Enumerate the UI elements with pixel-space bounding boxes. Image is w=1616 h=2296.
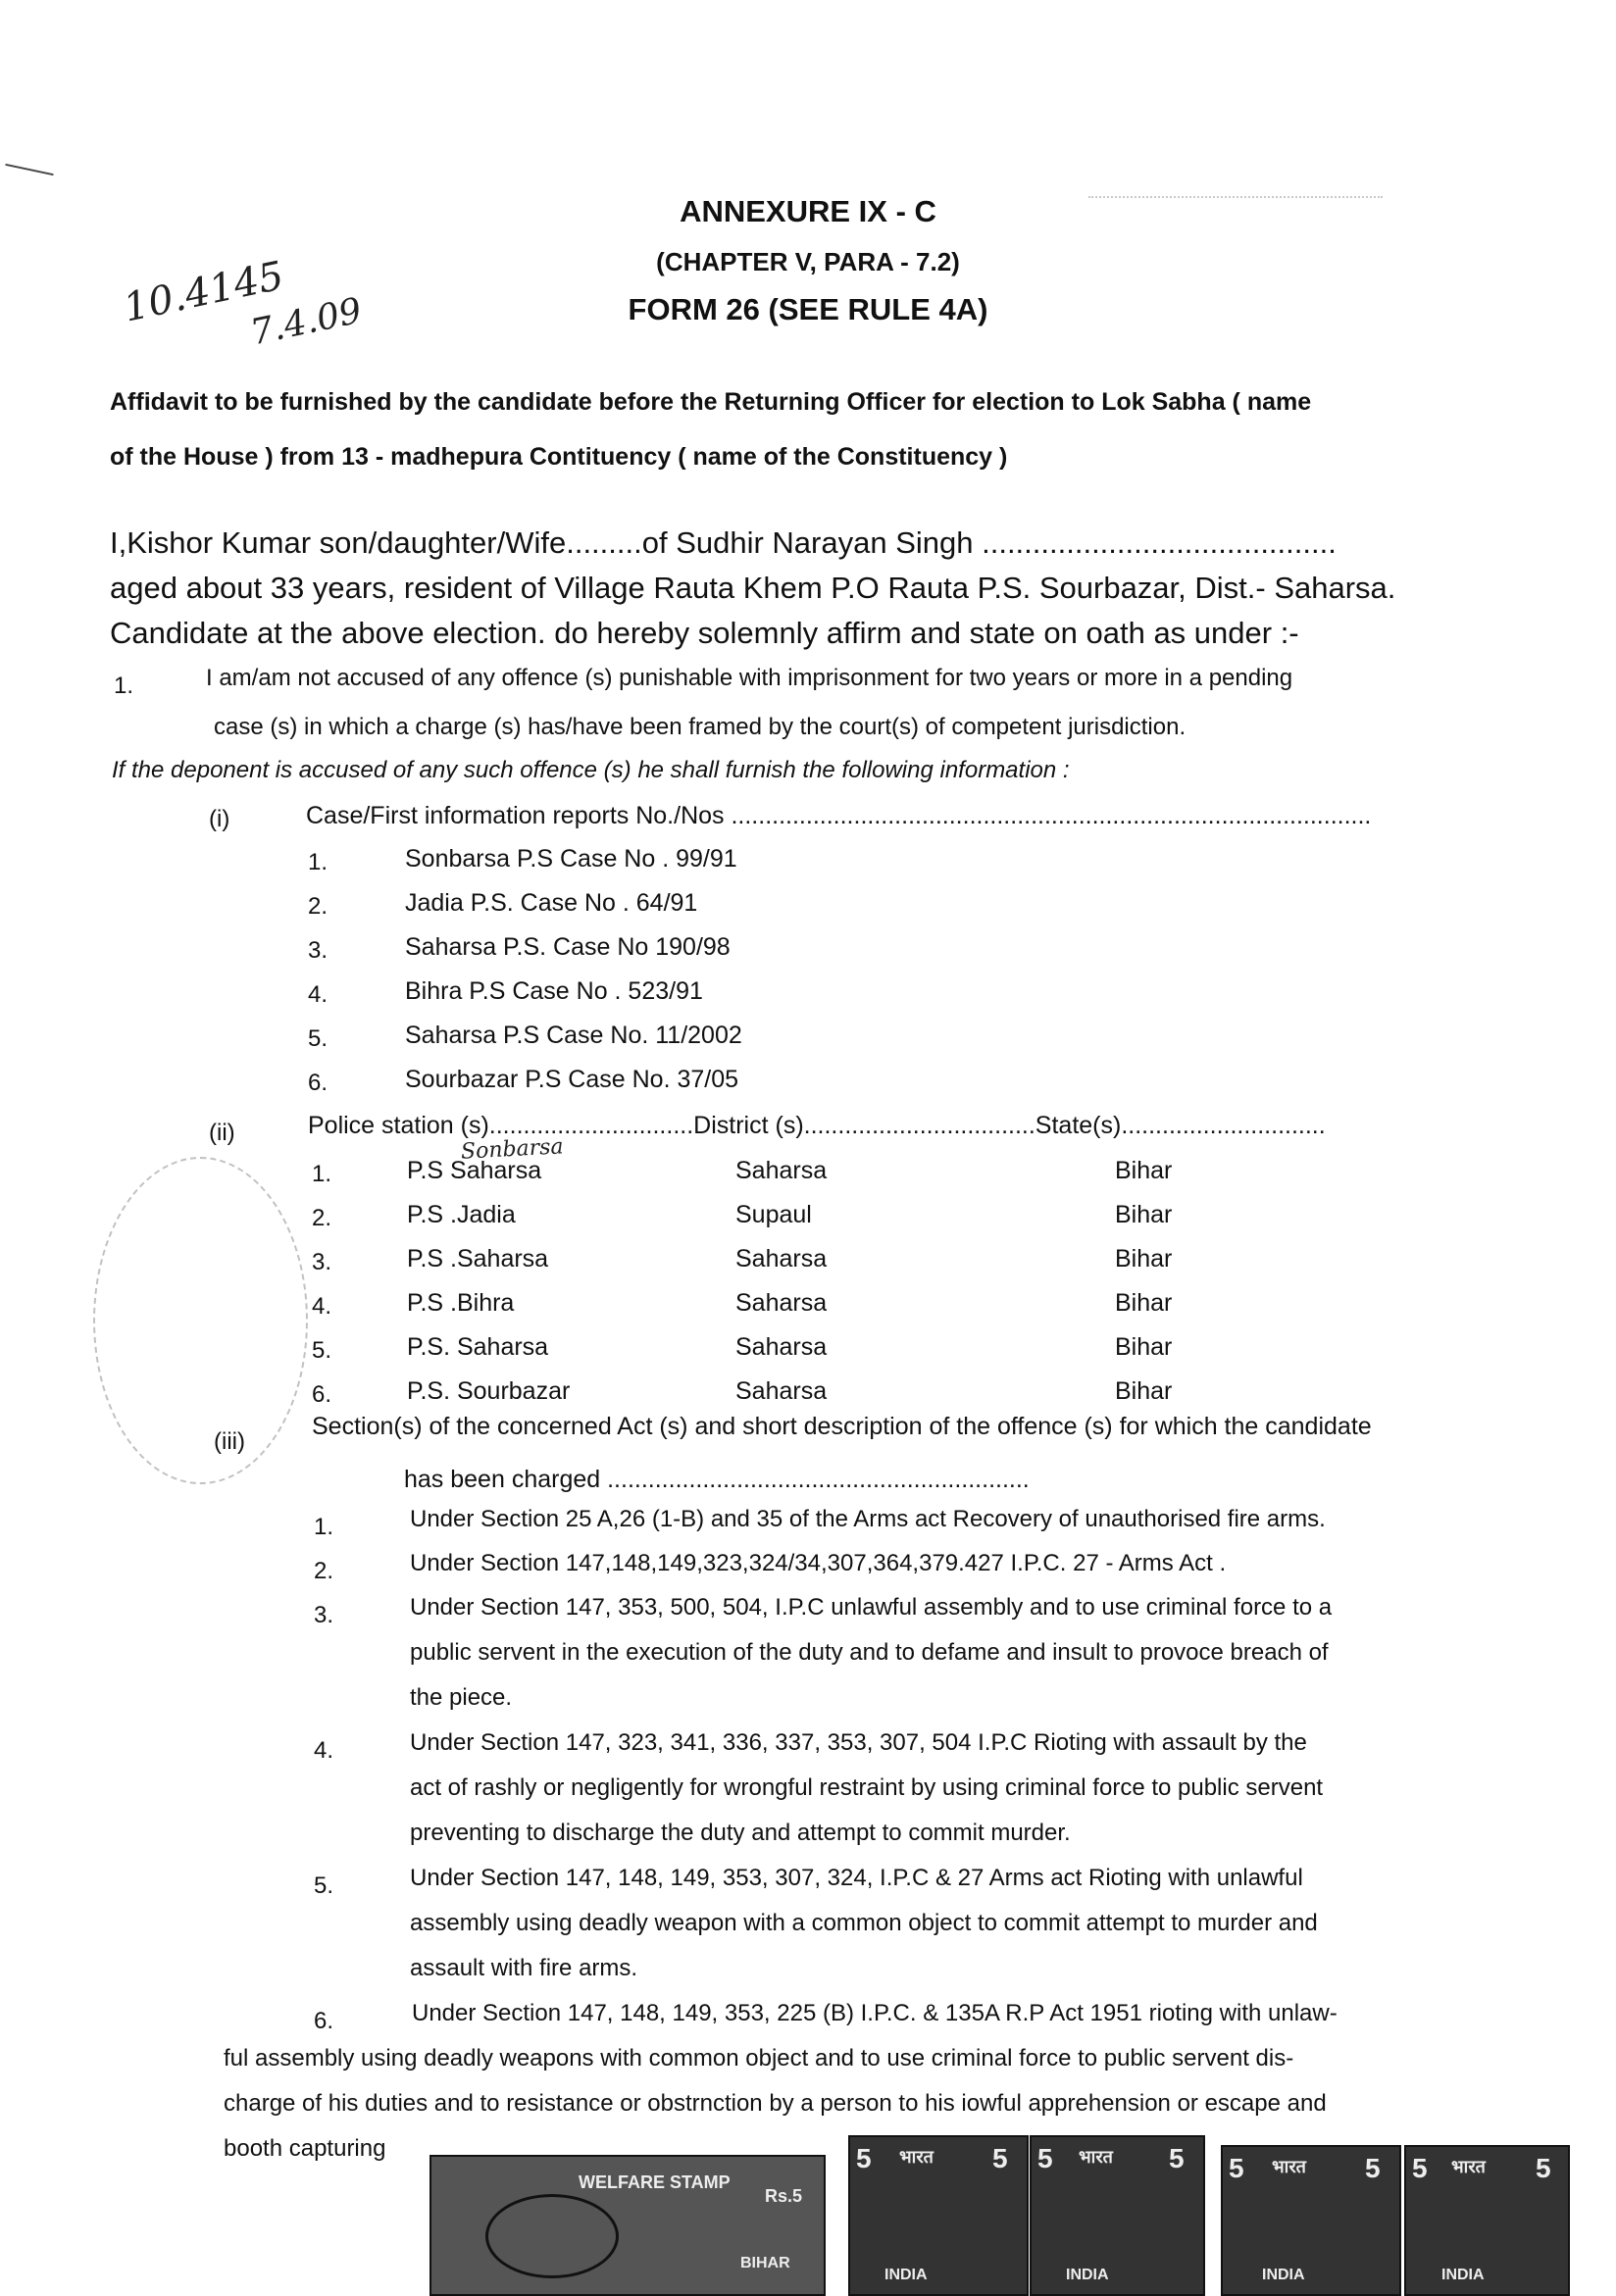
- stamp-value: 5: [992, 2143, 1008, 2173]
- offence-number: 3.: [314, 1602, 334, 1628]
- stamp-country: INDIA: [1262, 2267, 1305, 2283]
- ps-name: P.S. Saharsa: [407, 1333, 549, 1361]
- annexure-title: ANNEXURE IX - C: [680, 194, 936, 228]
- cancellation-oval: [485, 2194, 619, 2278]
- section-iii-heading-line1: Section(s) of the concerned Act (s) and short description of the offence (s) for which the candidate: [312, 1413, 1372, 1440]
- stamp-value: 5: [1365, 2153, 1381, 2183]
- deponent-residence-line: aged about 33 years, resident of Village Rauta Khem P.O Rauta P.S. Sourbazar, Dist.- Saharsa.: [110, 571, 1396, 605]
- stamp-value: 5: [1229, 2153, 1244, 2183]
- section-iii-number: (iii): [214, 1428, 245, 1455]
- ps-district: Saharsa: [735, 1377, 828, 1405]
- case-number: 3.: [308, 937, 328, 964]
- offence-line: act of rashly or negligently for wrongful restraint by using criminal force to public servent: [410, 1774, 1324, 1801]
- ps-row-number: 6.: [312, 1381, 332, 1408]
- ps-state: Bihar: [1115, 1377, 1173, 1405]
- handwritten-reference: 10.4145: [120, 253, 288, 331]
- stamp-value: 5: [1169, 2143, 1185, 2173]
- stamp-country-hindi: भारत: [1451, 2157, 1486, 2177]
- case-number: 5.: [308, 1025, 328, 1052]
- offence-line: Under Section 147,148,149,323,324/34,307,364,379.427 I.P.C. 27 - Arms Act .: [410, 1550, 1227, 1576]
- handwritten-date: 7.4.09: [246, 290, 366, 354]
- ps-state: Bihar: [1115, 1157, 1173, 1184]
- ps-district: Saharsa: [735, 1289, 828, 1317]
- ps-row-number: 4.: [312, 1293, 332, 1320]
- case-number: 6.: [308, 1070, 328, 1096]
- offence-line: Under Section 147, 148, 149, 353, 225 (B) I.P.C. & 135A R.P Act 1951 rioting with unlaw-: [412, 2000, 1338, 2026]
- offence-line: the piece.: [410, 1684, 513, 1711]
- offence-number: 4.: [314, 1737, 334, 1764]
- ps-name: P.S .Jadia: [407, 1201, 516, 1228]
- ps-state: Bihar: [1115, 1201, 1173, 1228]
- offence-line: Under Section 25 A,26 (1-B) and 35 of the Arms act Recovery of unauthorised fire arms.: [410, 1506, 1326, 1532]
- affidavit-intro-line2: of the House ) from 13 - madhepura Contituency ( name of the Constituency ): [110, 443, 1008, 471]
- stamp-country: INDIA: [1441, 2267, 1485, 2283]
- offence-line: booth capturing: [224, 2135, 386, 2162]
- offence-line: ful assembly using deadly weapons with common object and to use criminal force to public servent dis-: [224, 2045, 1294, 2071]
- ps-name: P.S .Bihra: [407, 1289, 515, 1317]
- case-item: Saharsa P.S. Case No 190/98: [405, 933, 731, 961]
- ps-name: P.S. Sourbazar: [407, 1377, 571, 1405]
- ps-row-number: 3.: [312, 1249, 332, 1275]
- handwritten-correction: Sonbarsa: [460, 1134, 565, 1165]
- case-item: Saharsa P.S Case No. 11/2002: [405, 1022, 742, 1049]
- ps-name: P.S .Saharsa: [407, 1245, 549, 1273]
- ps-state: Bihar: [1115, 1245, 1173, 1273]
- ps-row-number: 1.: [312, 1161, 332, 1187]
- stamp-country: INDIA: [884, 2267, 928, 2283]
- revenue-stamp: [848, 2135, 1029, 2296]
- welfare-stamp: [429, 2155, 826, 2296]
- offence-line: Under Section 147, 323, 341, 336, 337, 353, 307, 504 I.P.C Rioting with assault by the: [410, 1729, 1307, 1756]
- section-ii-heading: Police station (s)..............................District (s)..................................State(s)..............................: [308, 1112, 1326, 1139]
- ps-district: Saharsa: [735, 1333, 828, 1361]
- item1-line2: case (s) in which a charge (s) has/have been framed by the court(s) of competent jurisdiction.: [214, 714, 1187, 740]
- stamp-value: 5: [1037, 2143, 1053, 2173]
- deponent-oath-line: Candidate at the above election. do hereby solemnly affirm and state on oath as under :-: [110, 616, 1299, 650]
- deponent-name-line: I,Kishor Kumar son/daughter/Wife.........of Sudhir Narayan Singh ..........................................: [110, 525, 1337, 560]
- revenue-stamp: [1221, 2145, 1401, 2296]
- ps-name: P.S Saharsa: [407, 1157, 542, 1184]
- ps-state: Bihar: [1115, 1289, 1173, 1317]
- stamp-value: 5: [1536, 2153, 1551, 2183]
- section-ii-number: (ii): [209, 1120, 235, 1146]
- chapter-subtitle: (CHAPTER V, PARA - 7.2): [656, 247, 960, 276]
- offence-line: charge of his duties and to resistance or obstrnction by a person to his iowful apprehension or escape and: [224, 2090, 1327, 2117]
- offence-number: 6.: [314, 2008, 334, 2034]
- case-item: Sonbarsa P.S Case No . 99/91: [405, 845, 737, 873]
- offence-line: public servent in the execution of the duty and to defame and insult to provoce breach of: [410, 1639, 1329, 1666]
- stamp-country: INDIA: [1066, 2267, 1109, 2283]
- offence-number: 1.: [314, 1514, 334, 1540]
- section-iii-heading-line2: has been charged ..............................................................: [404, 1466, 1030, 1493]
- stamp-value: 5: [856, 2143, 872, 2173]
- ps-district: Saharsa: [735, 1245, 828, 1273]
- stamp-country-hindi: भारत: [1079, 2147, 1113, 2168]
- form-title: FORM 26 (SEE RULE 4A): [628, 292, 988, 326]
- stamp-country-hindi: भारत: [1272, 2157, 1306, 2177]
- pen-mark: [5, 164, 53, 175]
- welfare-stamp-label: WELFARE STAMP: [579, 2172, 731, 2192]
- section-i-number: (i): [209, 806, 230, 832]
- ps-row-number: 5.: [312, 1337, 332, 1364]
- revenue-stamp: [1404, 2145, 1570, 2296]
- offence-number: 5.: [314, 1872, 334, 1899]
- stamp-country-hindi: भारत: [899, 2147, 934, 2168]
- welfare-stamp-state: BIHAR: [740, 2255, 790, 2271]
- case-number: 1.: [308, 849, 328, 875]
- case-number: 4.: [308, 981, 328, 1008]
- ps-state: Bihar: [1115, 1333, 1173, 1361]
- offence-line: assault with fire arms.: [410, 1955, 638, 1981]
- faint-stamp-impression: [1088, 196, 1383, 335]
- case-item: Bihra P.S Case No . 523/91: [405, 977, 703, 1005]
- ps-district: Saharsa: [735, 1157, 828, 1184]
- offence-line: Under Section 147, 148, 149, 353, 307, 324, I.P.C & 27 Arms act Rioting with unlawful: [410, 1865, 1303, 1891]
- offence-line: preventing to discharge the duty and attempt to commit murder.: [410, 1820, 1071, 1846]
- offence-line: Under Section 147, 353, 500, 504, I.P.C unlawful assembly and to use criminal force to a: [410, 1594, 1333, 1621]
- welfare-stamp-value: Rs.5: [765, 2186, 803, 2206]
- case-number: 2.: [308, 893, 328, 920]
- faint-round-seal: [93, 1157, 308, 1484]
- case-item: Jadia P.S. Case No . 64/91: [405, 889, 698, 917]
- item1-line1: I am/am not accused of any offence (s) punishable with imprisonment for two years or more in a pending: [206, 665, 1293, 691]
- offence-number: 2.: [314, 1558, 334, 1584]
- offence-line: assembly using deadly weapon with a common object to commit attempt to murder and: [410, 1910, 1318, 1936]
- ps-row-number: 2.: [312, 1205, 332, 1231]
- section-i-heading: Case/First information reports No./Nos ..............................................................................................: [306, 802, 1372, 829]
- stamp-value: 5: [1412, 2153, 1428, 2183]
- affidavit-intro-line1: Affidavit to be furnished by the candidate before the Returning Officer for election to Lok Sabha ( name: [110, 388, 1312, 416]
- instruction-text: If the deponent is accused of any such offence (s) he shall furnish the following information :: [112, 757, 1070, 783]
- item1-number: 1.: [114, 673, 134, 699]
- ps-district: Supaul: [735, 1201, 812, 1228]
- case-item: Sourbazar P.S Case No. 37/05: [405, 1066, 739, 1093]
- revenue-stamp: [1030, 2135, 1205, 2296]
